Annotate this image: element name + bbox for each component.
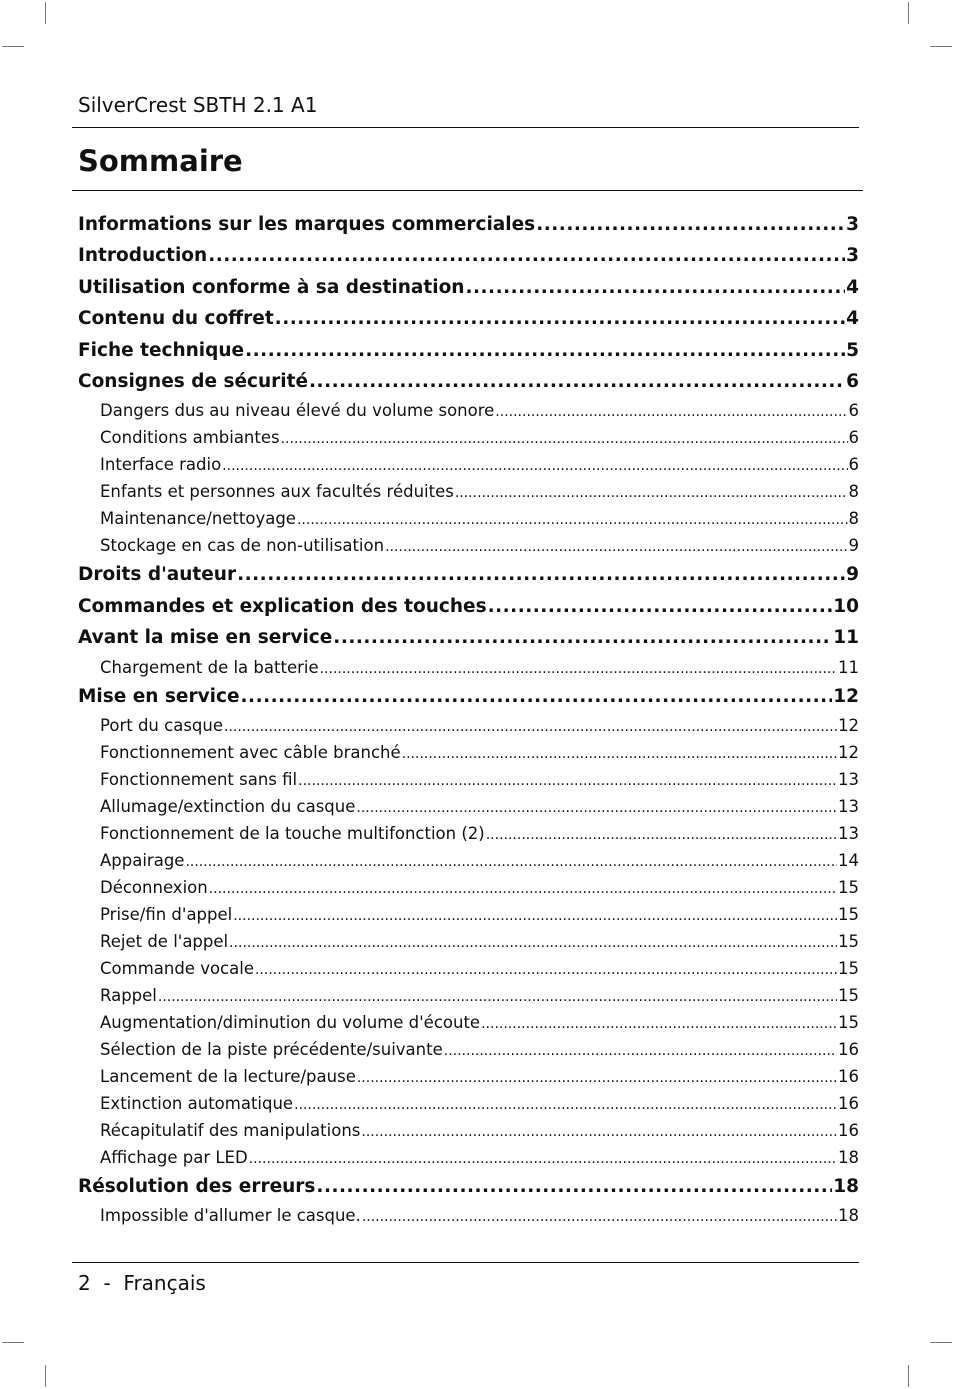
toc-dot-leader	[209, 874, 837, 901]
toc-entry-page: 9	[848, 536, 859, 556]
toc-entry-label: Fonctionnement avec câble branché	[100, 742, 401, 762]
toc-entry-page: 4	[846, 308, 859, 330]
toc-entry-label: Maintenance/nettoyage	[100, 509, 296, 529]
toc-entry[interactable]	[78, 209, 859, 240]
toc-dot-leader	[281, 424, 848, 451]
toc-entry-label: Mise en service	[78, 685, 240, 707]
toc-dot-leader	[208, 240, 845, 271]
toc-entry[interactable]	[78, 303, 859, 334]
crop-mark-bottom-left-vertical	[45, 1365, 46, 1387]
toc-entry-page: 18	[838, 1206, 859, 1226]
toc-entry-label: Conditions ambiantes	[100, 428, 280, 448]
toc-dot-leader	[481, 1009, 837, 1036]
toc-entry[interactable]	[78, 335, 859, 366]
toc-entry-page: 14	[838, 850, 859, 870]
title-rule	[72, 190, 863, 191]
toc-entry-label: Extinction automatique	[100, 1093, 294, 1113]
toc-dot-leader	[320, 654, 837, 681]
toc-dot-leader	[455, 478, 848, 505]
toc-entry-label: Informations sur les marques commerciales	[78, 214, 536, 235]
toc-entry-label: Fiche technique	[78, 339, 245, 361]
table-of-contents	[78, 209, 859, 1229]
toc-entry-label: Droits d'auteur	[78, 564, 237, 586]
toc-dot-leader	[402, 739, 837, 766]
toc-subentry[interactable]	[100, 982, 859, 1009]
toc-dot-leader	[255, 955, 837, 982]
toc-dot-leader	[275, 303, 845, 334]
toc-entry-page: 16	[838, 1093, 859, 1113]
toc-entry-label: Affichage par LED	[100, 1147, 248, 1167]
toc-entry-label: Rejet de l'appel	[100, 931, 229, 951]
toc-entry-page: 8	[848, 509, 859, 529]
toc-dot-leader	[224, 712, 837, 739]
toc-dot-leader	[465, 272, 845, 303]
toc-entry-label: Augmentation/diminution du volume d'écoute	[100, 1012, 481, 1032]
toc-entry-page: 18	[833, 1175, 859, 1197]
toc-dot-leader	[333, 622, 832, 653]
toc-entry[interactable]	[78, 559, 859, 590]
toc-subentry[interactable]	[100, 1144, 859, 1171]
crop-mark-top-right-vertical	[908, 2, 909, 24]
toc-entry-page: 15	[838, 904, 859, 924]
toc-entry-page: 4	[846, 276, 859, 298]
toc-entry-label: Fonctionnement de la touche multifonction (2)	[100, 823, 485, 843]
toc-entry-label: Lancement de la lecture/pause	[100, 1066, 356, 1086]
toc-entry-page: 16	[838, 1039, 859, 1059]
crop-mark-bottom-right-horizontal	[930, 1342, 952, 1343]
toc-subentry[interactable]	[100, 793, 859, 820]
toc-dot-leader	[297, 505, 848, 532]
crop-mark-top-right-horizontal	[930, 46, 952, 47]
toc-entry-page: 6	[848, 428, 859, 448]
toc-entry-label: Résolution des erreurs	[78, 1175, 316, 1197]
toc-subentry[interactable]	[100, 874, 859, 901]
toc-entry-label: Avant la mise en service	[78, 627, 333, 649]
toc-entry-label: Stockage en cas de non-utilisation	[100, 536, 385, 556]
toc-dot-leader	[357, 1063, 837, 1090]
toc-subentry[interactable]	[100, 1009, 859, 1036]
header-rule	[72, 127, 859, 128]
toc-subentry[interactable]	[100, 654, 859, 681]
toc-entry-page: 13	[838, 769, 859, 789]
toc-entry-page: 15	[838, 1012, 859, 1032]
toc-subentry[interactable]	[100, 1090, 859, 1117]
toc-dot-leader	[488, 591, 833, 622]
toc-dot-leader	[309, 366, 845, 397]
toc-entry-label: Interface radio	[100, 455, 222, 475]
toc-entry-label: Port du casque	[100, 715, 223, 735]
toc-dot-leader	[444, 1036, 837, 1063]
toc-subentry[interactable]	[100, 928, 859, 955]
toc-dot-leader	[536, 209, 845, 240]
toc-dot-leader	[316, 1171, 832, 1202]
footer-rule	[72, 1262, 859, 1263]
toc-entry-page: 15	[838, 931, 859, 951]
toc-entry-label: Sélection de la piste précédente/suivante	[100, 1039, 443, 1059]
toc-subentry[interactable]	[100, 1202, 859, 1229]
toc-entry-page: 11	[838, 657, 859, 677]
toc-entry[interactable]	[78, 240, 859, 271]
running-header: SilverCrest SBTH 2.1 A1	[78, 93, 318, 117]
toc-entry-page: 15	[838, 877, 859, 897]
toc-subentry[interactable]	[100, 505, 859, 532]
toc-subentry[interactable]	[100, 478, 859, 505]
toc-entry-label: Commande vocale	[100, 958, 254, 978]
toc-subentry[interactable]	[100, 712, 859, 739]
toc-entry-page: 5	[846, 339, 859, 361]
toc-subentry[interactable]	[100, 424, 859, 451]
toc-entry-label: Introduction	[78, 245, 208, 267]
crop-mark-bottom-left-horizontal	[2, 1342, 24, 1343]
crop-mark-top-left-horizontal	[2, 46, 24, 47]
toc-subentry[interactable]	[100, 847, 859, 874]
toc-subentry[interactable]	[100, 451, 859, 478]
toc-dot-leader	[237, 559, 845, 590]
toc-entry-page: 6	[846, 370, 859, 392]
toc-entry-page: 6	[848, 455, 859, 475]
toc-subentry[interactable]	[100, 397, 859, 424]
toc-dot-leader	[233, 901, 837, 928]
toc-subentry[interactable]	[100, 532, 859, 559]
toc-dot-leader	[185, 847, 837, 874]
toc-entry-page: 12	[838, 715, 859, 735]
toc-entry[interactable]	[78, 591, 859, 622]
toc-entry-page: 12	[838, 742, 859, 762]
toc-dot-leader	[158, 982, 837, 1009]
toc-entry-label: Allumage/extinction du casque	[100, 796, 356, 816]
footer-language: Français	[123, 1271, 206, 1295]
toc-entry-page: 15	[838, 958, 859, 978]
footer-page-number: 2	[78, 1271, 91, 1295]
toc-entry[interactable]	[78, 681, 859, 712]
toc-entry-label: Dangers dus au niveau élevé du volume sonore	[100, 401, 495, 421]
toc-entry-page: 18	[838, 1147, 859, 1167]
toc-dot-leader	[362, 1202, 837, 1229]
toc-entry-page: 13	[838, 823, 859, 843]
page-title: Sommaire	[78, 144, 243, 178]
toc-subentry[interactable]	[100, 955, 859, 982]
crop-mark-bottom-right-vertical	[908, 1365, 909, 1387]
toc-entry-page: 13	[838, 796, 859, 816]
page-footer	[78, 1270, 206, 1296]
toc-dot-leader	[356, 793, 837, 820]
toc-subentry[interactable]	[100, 1063, 859, 1090]
toc-entry-page: 16	[838, 1066, 859, 1086]
footer-separator: -	[103, 1271, 111, 1295]
toc-entry-label: Contenu du coffret	[78, 308, 274, 330]
toc-subentry[interactable]	[100, 901, 859, 928]
toc-entry-page: 3	[846, 245, 859, 267]
toc-dot-leader	[298, 766, 837, 793]
crop-mark-top-left-vertical	[45, 2, 46, 24]
toc-dot-leader	[222, 451, 847, 478]
toc-entry-label: Consignes de sécurité	[78, 370, 309, 392]
toc-entry-label: Prise/fin d'appel	[100, 904, 233, 924]
toc-entry-label: Récapitulatif des manipulations	[100, 1120, 361, 1140]
toc-entry-page: 8	[848, 482, 859, 502]
toc-dot-leader	[229, 928, 837, 955]
toc-entry-label: Impossible d'allumer le casque.	[100, 1206, 361, 1226]
toc-entry-label: Commandes et explication des touches	[78, 595, 487, 617]
toc-entry-label: Fonctionnement sans fil	[100, 769, 298, 789]
toc-entry-page: 15	[838, 985, 859, 1005]
toc-entry-page: 12	[833, 685, 859, 707]
toc-entry-page: 11	[833, 627, 859, 649]
toc-entry-page: 10	[833, 595, 859, 617]
toc-dot-leader	[245, 335, 845, 366]
toc-dot-leader	[495, 397, 847, 424]
toc-dot-leader	[486, 820, 837, 847]
toc-entry-label: Chargement de la batterie	[100, 657, 319, 677]
toc-entry[interactable]	[78, 622, 859, 653]
toc-entry-label: Appairage	[100, 850, 185, 870]
toc-subentry[interactable]	[100, 820, 859, 847]
toc-entry-page: 3	[846, 214, 859, 235]
toc-entry-label: Rappel	[100, 985, 157, 1005]
toc-dot-leader	[294, 1090, 837, 1117]
toc-subentry[interactable]	[100, 1036, 859, 1063]
toc-dot-leader	[385, 532, 847, 559]
toc-entry-page: 9	[846, 564, 859, 586]
toc-entry[interactable]	[78, 366, 859, 397]
toc-dot-leader	[249, 1144, 837, 1171]
toc-entry[interactable]	[78, 1171, 859, 1202]
toc-entry-label: Déconnexion	[100, 877, 208, 897]
toc-entry[interactable]	[78, 272, 859, 303]
toc-subentry[interactable]	[100, 766, 859, 793]
toc-dot-leader	[241, 681, 833, 712]
toc-entry-label: Enfants et personnes aux facultés réduites	[100, 482, 454, 502]
toc-entry-page: 16	[838, 1120, 859, 1140]
toc-dot-leader	[361, 1117, 837, 1144]
toc-subentry[interactable]	[100, 1117, 859, 1144]
toc-entry-page: 6	[848, 401, 859, 421]
toc-subentry[interactable]	[100, 739, 859, 766]
toc-entry-label: Utilisation conforme à sa destination	[78, 276, 465, 298]
